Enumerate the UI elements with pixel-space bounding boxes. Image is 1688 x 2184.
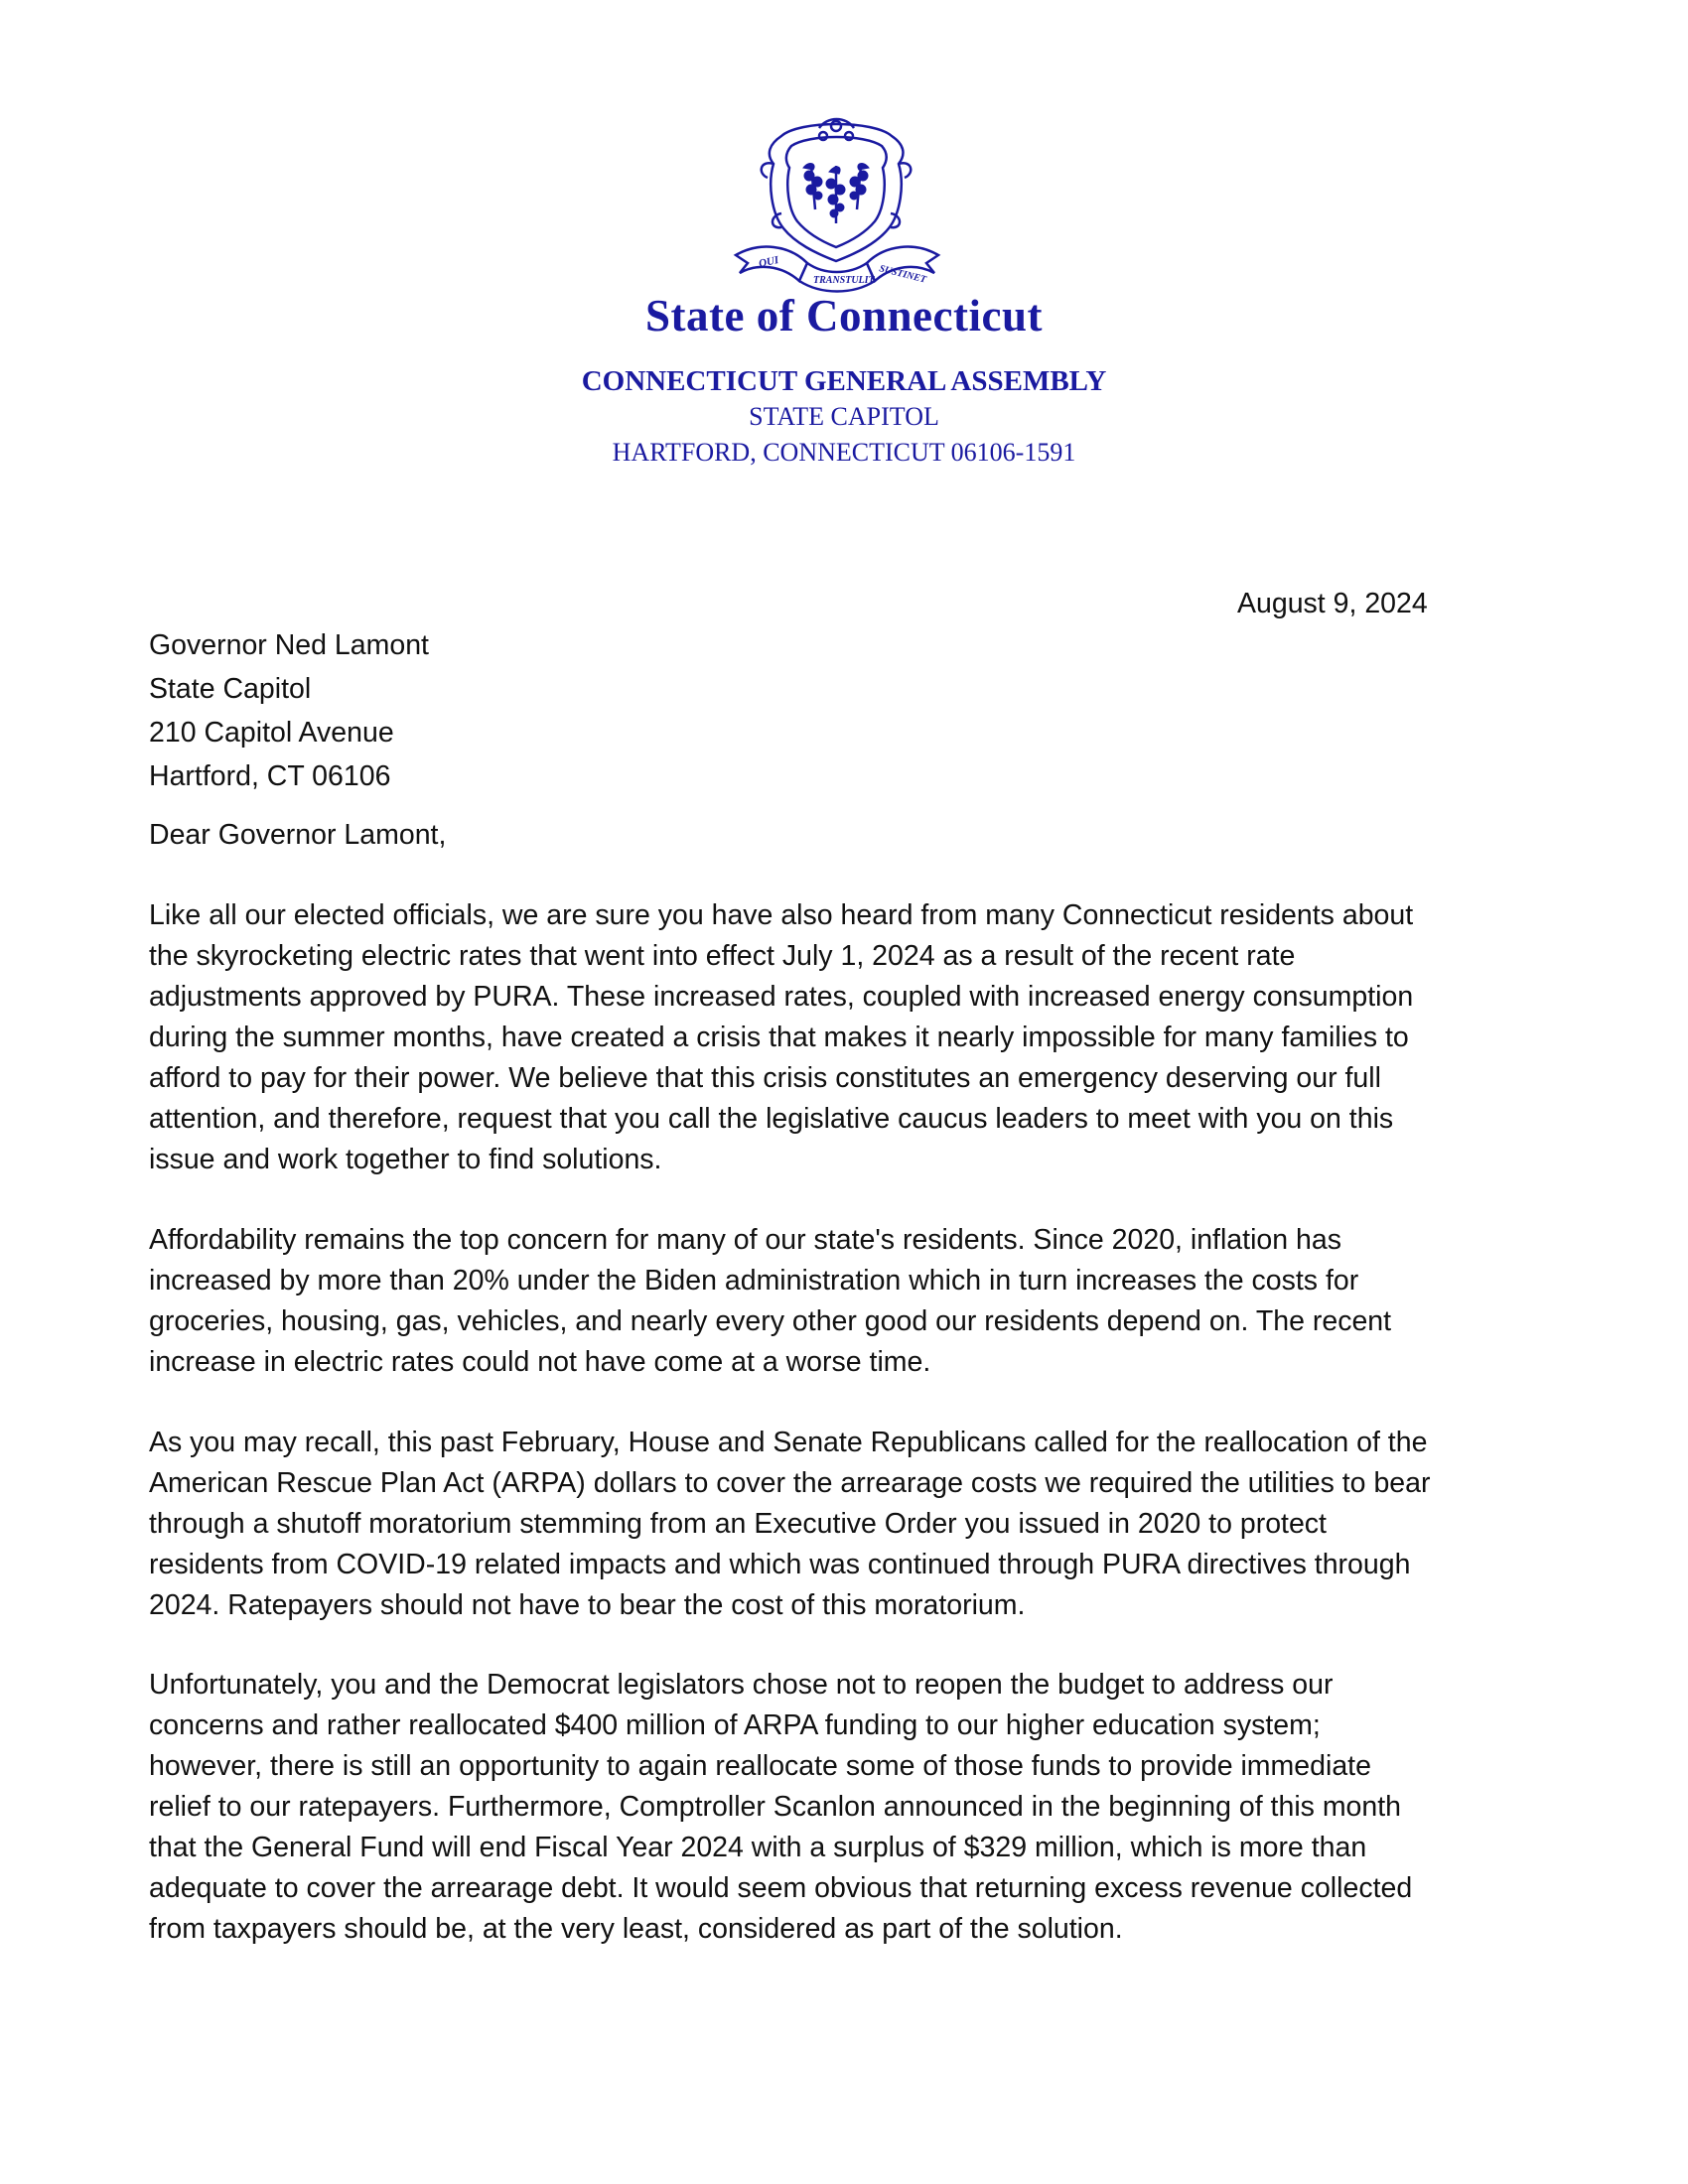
paragraph-line: relief to our ratepayers. Furthermore, Comptroller Scanlon announced in the beginning of this month (149, 1791, 1402, 1823)
salutation: Dear Governor Lamont, (149, 819, 447, 851)
paragraph-line: concerns and rather reallocated $400 million of ARPA funding to our higher education system; (149, 1709, 1321, 1741)
paragraph-line: American Rescue Plan Act (ARPA) dollars to cover the arrearage costs we required the utilities to bear (149, 1467, 1431, 1499)
paragraph-line: however, there is still an opportunity to again reallocate some of those funds to provide immediate (149, 1750, 1371, 1782)
body-paragraph-1 (149, 895, 1524, 1180)
body-paragraph-4 (149, 1665, 1524, 1950)
recipient-line: State Capitol (149, 673, 312, 705)
paragraph-line: Affordability remains the top concern for many of our state's residents. Since 2020, inflation has (149, 1224, 1341, 1256)
paragraph-line: through a shutoff moratorium stemming from an Executive Order you issued in 2020 to protect (149, 1508, 1327, 1540)
body-paragraph-3 (149, 1423, 1524, 1626)
paragraph-line: afford to pay for their power. We believe that this crisis constitutes an emergency deserving our full (149, 1062, 1381, 1094)
letterhead-capitol: STATE CAPITOL (749, 402, 939, 431)
recipient-line: 210 Capitol Avenue (149, 717, 394, 749)
paragraph-line: residents from COVID-19 related impacts and which was continued through PURA directives through (149, 1549, 1411, 1580)
paragraph-line: that the General Fund will end Fiscal Year 2024 with a surplus of $329 million, which is more than (149, 1832, 1367, 1863)
paragraph-line: As you may recall, this past February, House and Senate Republicans called for the reallocation of the (149, 1427, 1428, 1458)
paragraph-line: Like all our elected officials, we are sure you have also heard from many Connecticut residents about (149, 899, 1414, 931)
recipient-line: Hartford, CT 06106 (149, 760, 391, 792)
paragraph-line: Unfortunately, you and the Democrat legislators chose not to reopen the budget to address our (149, 1669, 1334, 1701)
letterhead-assembly: CONNECTICUT GENERAL ASSEMBLY (581, 365, 1107, 397)
paragraph-line: issue and work together to find solutions. (149, 1144, 662, 1175)
paragraph-line: adequate to cover the arrearage debt. It would seem obvious that returning excess revenue collected (149, 1872, 1413, 1904)
seal-motto-2: TRANSTULIT (813, 275, 875, 286)
state-seal-icon (730, 114, 943, 293)
paragraph-line: adjustments approved by PURA. These increased rates, coupled with increased energy consumption (149, 981, 1414, 1013)
recipient-line: Governor Ned Lamont (149, 629, 429, 661)
paragraph-line: attention, and therefore, request that you call the legislative caucus leaders to meet with you on this (149, 1103, 1394, 1135)
recipient-address (149, 623, 429, 798)
paragraph-line: from taxpayers should be, at the very least, considered as part of the solution. (149, 1913, 1123, 1945)
letterhead-state-title: State of Connecticut (645, 291, 1043, 341)
paragraph-line: 2024. Ratepayers should not have to bear the cost of this moratorium. (149, 1589, 1026, 1621)
paragraph-line: increased by more than 20% under the Biden administration which in turn increases the costs for (149, 1265, 1359, 1297)
body-paragraph-2 (149, 1220, 1524, 1383)
seal-motto-1: QUI (758, 254, 780, 270)
paragraph-line: groceries, housing, gas, vehicles, and nearly every other good our residents depend on. The recent (149, 1305, 1392, 1337)
letter-date: August 9, 2024 (1237, 588, 1428, 619)
paragraph-line: increase in electric rates could not have come at a worse time. (149, 1346, 931, 1378)
paragraph-line: during the summer months, have created a crisis that makes it nearly impossible for many families to (149, 1022, 1409, 1053)
paragraph-line: the skyrocketing electric rates that went into effect July 1, 2024 as a result of the recent rate (149, 940, 1296, 972)
seal-motto-3: SUSTINET (878, 263, 927, 286)
letterhead-city: HARTFORD, CONNECTICUT 06106-1591 (612, 438, 1076, 467)
